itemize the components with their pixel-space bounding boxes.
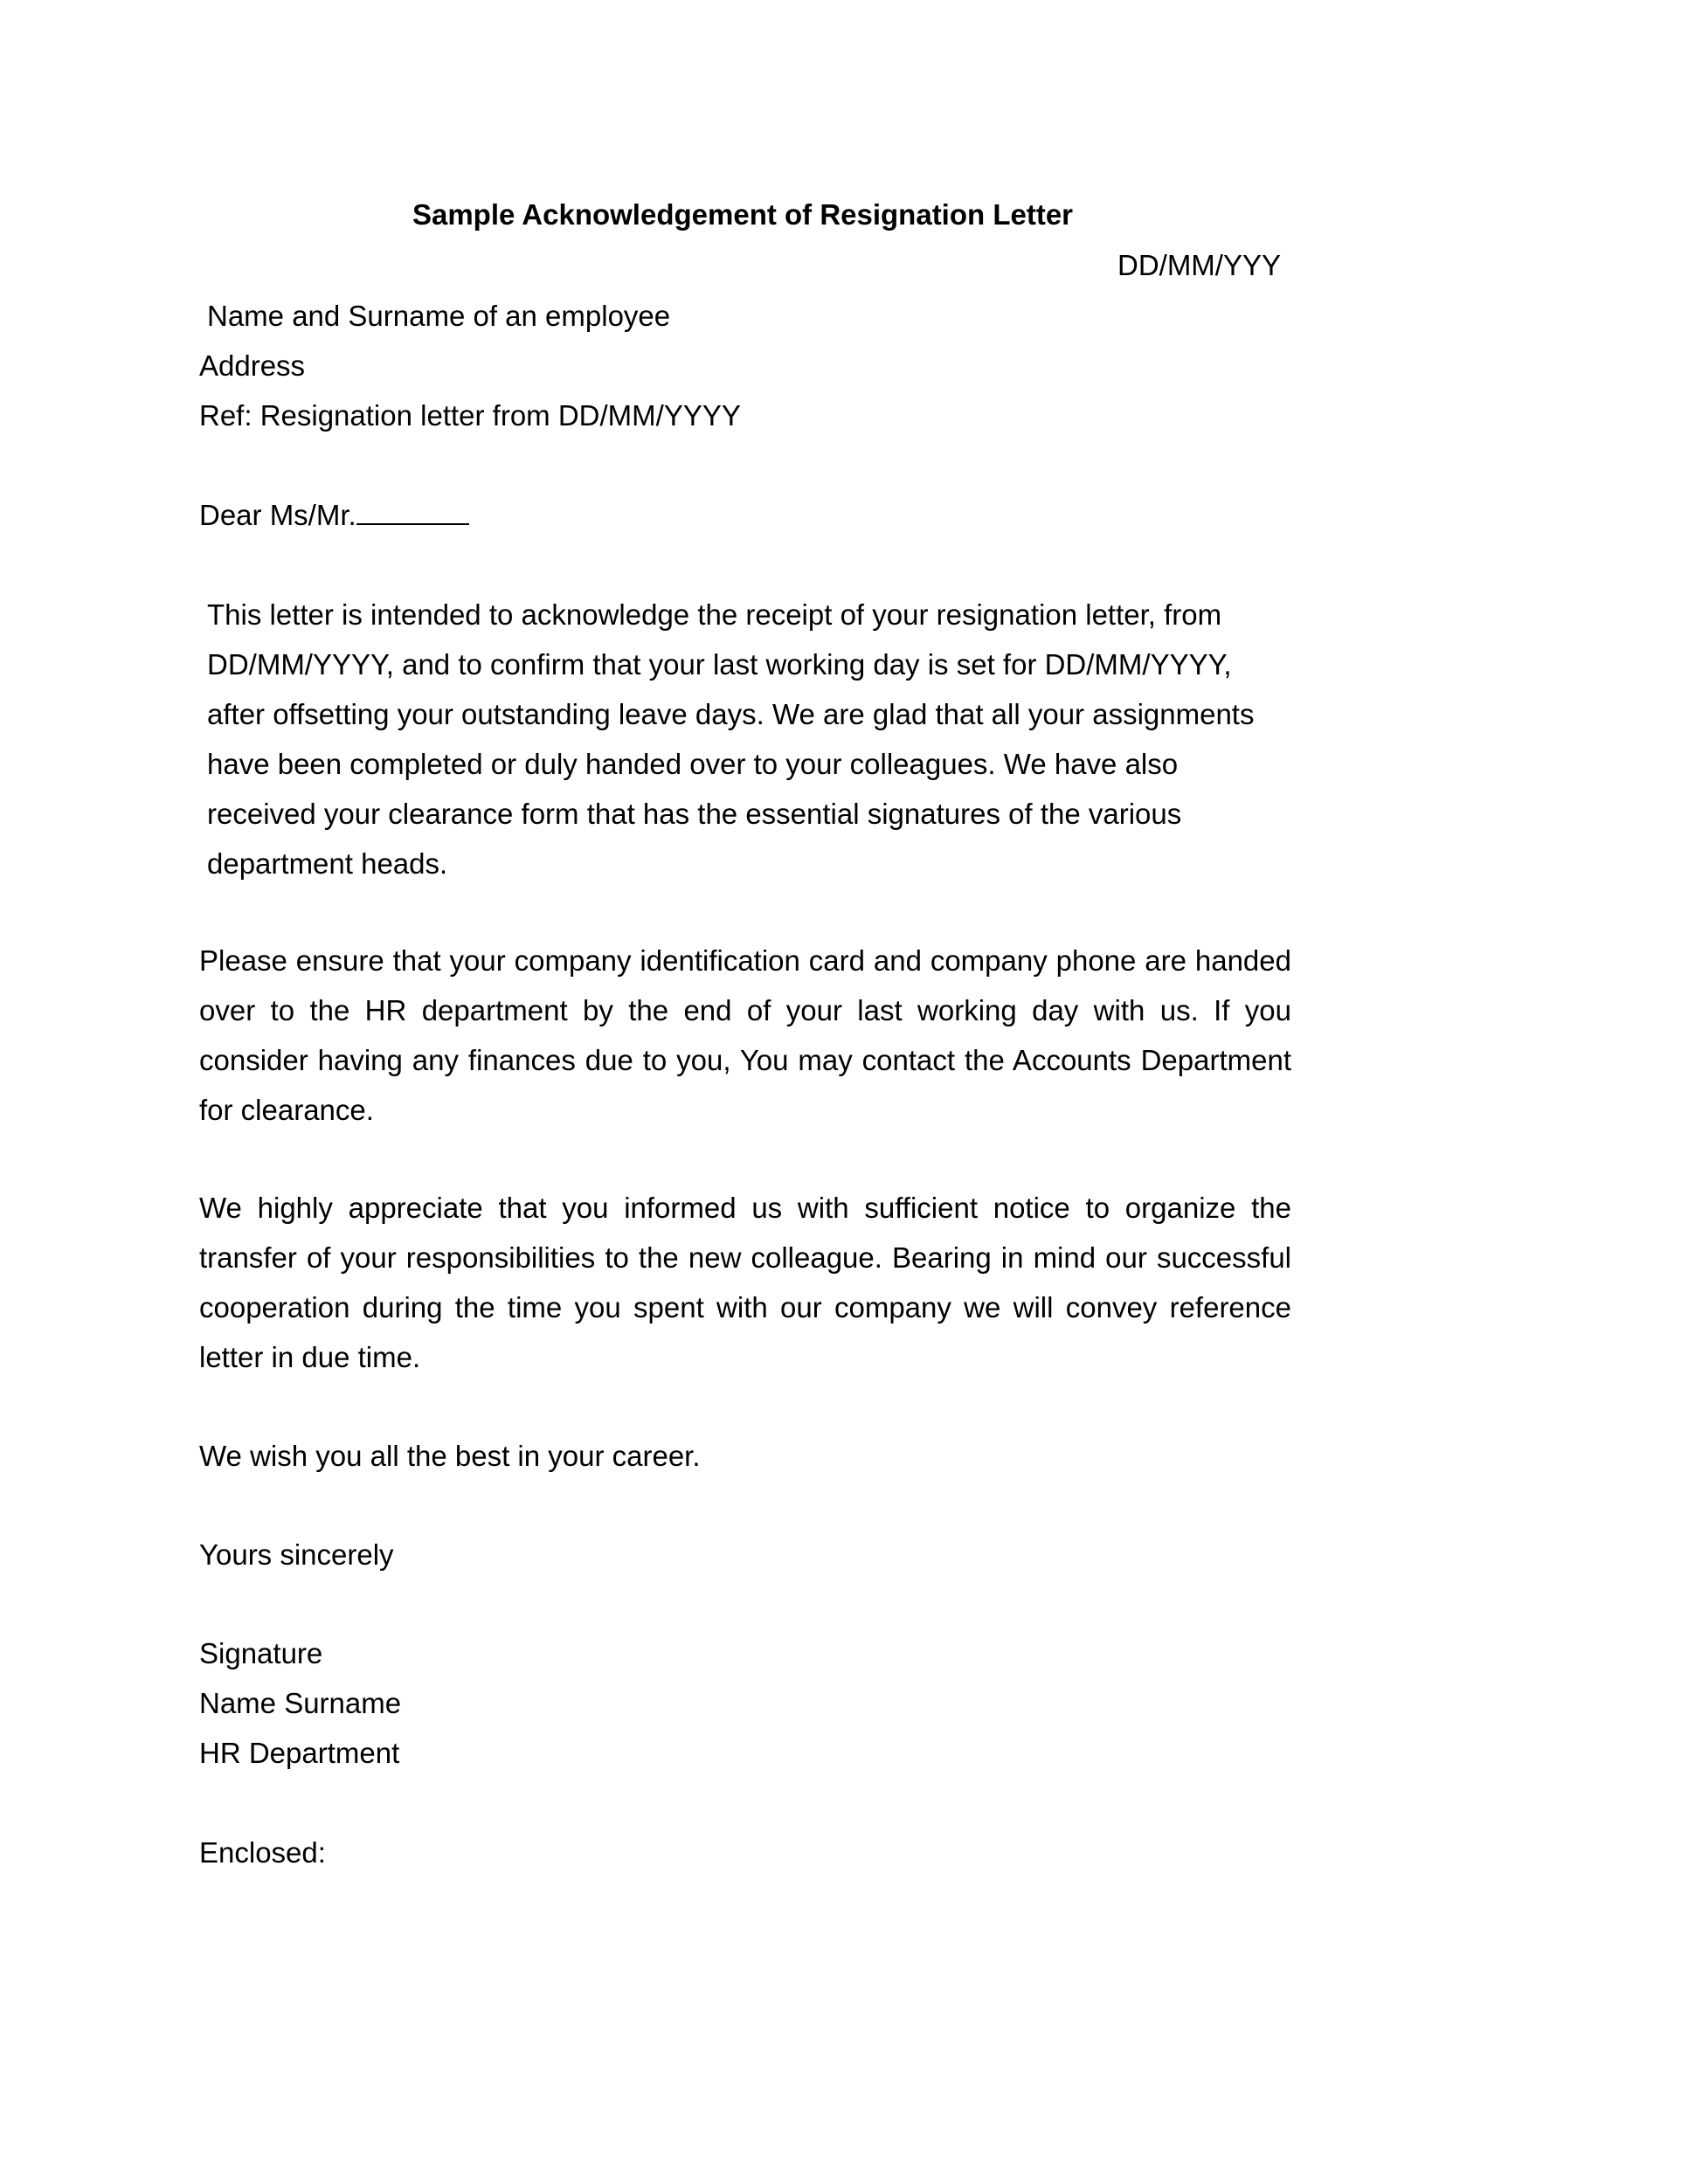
enclosed-text: Enclosed: bbox=[199, 1836, 326, 1869]
paragraph-2 bbox=[199, 936, 1291, 1135]
salutation bbox=[199, 490, 1291, 540]
reference-line: Ref: Resignation letter from DD/MM/YYYY bbox=[199, 399, 741, 432]
recipient-block bbox=[199, 291, 1291, 440]
signature-block bbox=[199, 1628, 1291, 1778]
signer-name: Name Surname bbox=[199, 1687, 402, 1719]
salutation-blank-line bbox=[356, 497, 469, 525]
paragraph-text: Please ensure that your company identification card and company phone are handed over to the HR department by the end of your last working day with us. If you consider having any finances due to you, You may contact the Accounts Department for clearance. bbox=[199, 944, 1291, 1126]
paragraph-4 bbox=[199, 1431, 1291, 1481]
recipient-name: Name and Surname of an employee bbox=[207, 300, 671, 332]
paragraph-1 bbox=[199, 590, 1277, 888]
signature-line: Signature bbox=[199, 1637, 323, 1669]
salutation-text: Dear Ms/Mr. bbox=[199, 499, 356, 531]
signer-department: HR Department bbox=[199, 1737, 400, 1769]
recipient-address: Address bbox=[199, 349, 306, 382]
closing bbox=[199, 1530, 1291, 1579]
enclosed bbox=[199, 1828, 1291, 1877]
paragraph-text: We highly appreciate that you informed us with sufficient notice to organize the transfer of your responsibilities to the new colleague. Bearing in mind our successful cooperation during the time you spent with our company we will convey reference letter in due time. bbox=[199, 1192, 1291, 1373]
letter-date: DD/MM/YYY bbox=[1117, 249, 1281, 281]
paragraph-text: We wish you all the best in your career. bbox=[199, 1440, 701, 1472]
letter-title: Sample Acknowledgement of Resignation Letter bbox=[412, 198, 1074, 231]
closing-text: Yours sincerely bbox=[199, 1538, 394, 1571]
paragraph-text: This letter is intended to acknowledge the receipt of your resignation letter, from DD/MM/YYYY, and to confirm that your last working day is set for DD/MM/YYYY, after offsetting your outstanding leave days. We are glad that all your assignments have been completed or duly handed over to your colleagues. We have also received your clearance form that has the essential signatures of the various department heads. bbox=[207, 598, 1255, 880]
paragraph-3 bbox=[199, 1183, 1291, 1382]
